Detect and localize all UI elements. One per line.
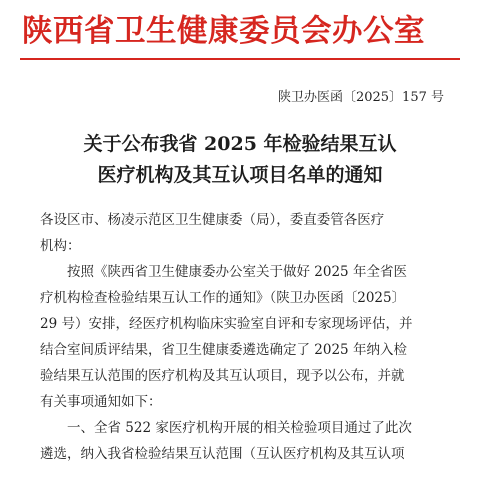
title-line: 关于公布我省 2025 年检验结果互认 xyxy=(83,133,397,155)
body-line: 按照《陕西省卫生健康委办公室关于做好 2025 年全省医 xyxy=(67,264,407,280)
document-title xyxy=(0,129,480,191)
body-line: 机构： xyxy=(40,238,81,254)
body-line: 疗机构检查检验结果互认工作的通知》（陕卫办医函〔2025〕 xyxy=(40,290,406,306)
body-line: 验结果互认范围的医疗机构及其互认项目，现予以公布，并就 xyxy=(40,368,405,384)
body-line: 各设区市、杨凌示范区卫生健康委（局），委直委管各医疗 xyxy=(40,212,385,228)
body-line: 遴选，纳入我省检验结果互认范围（互认医疗机构及其互认项 xyxy=(40,446,405,462)
header-red-rule xyxy=(20,58,460,60)
body-line: 一、全省 522 家医疗机构开展的相关检验项目通过了此次 xyxy=(67,420,412,436)
body-line: 结合室间质评结果，省卫生健康委遴选确定了 2025 年纳入检 xyxy=(40,342,407,358)
document-header xyxy=(0,0,480,70)
document-number: 陕卫办医函〔2025〕157 号 xyxy=(277,90,444,105)
title-line: 医疗机构及其互认项目名单的通知 xyxy=(97,164,383,186)
issuing-office-title: 陕西省卫生健康委员会办公室 xyxy=(22,13,425,49)
document-body xyxy=(40,207,450,467)
body-line: 有关事项通知如下： xyxy=(40,394,162,410)
body-line: 29 号）安排，经医疗机构临床实验室自评和专家现场评估，并 xyxy=(40,316,413,332)
